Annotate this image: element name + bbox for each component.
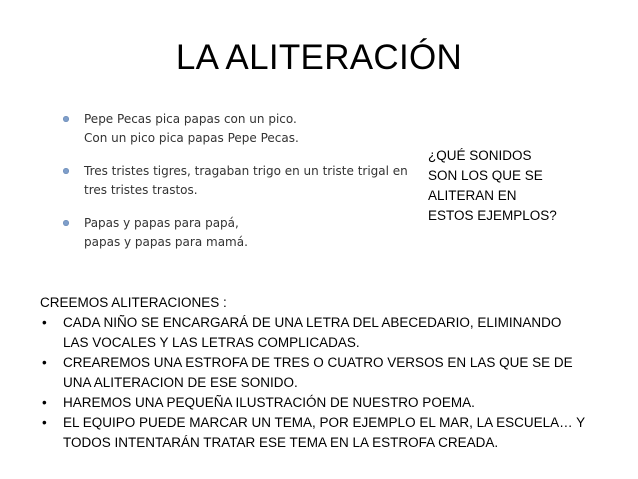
example-line: Con un pico pica papas Pepe Pecas. (84, 131, 299, 145)
examples-image (62, 110, 412, 266)
list-item (40, 393, 610, 413)
question-box (428, 146, 578, 226)
example-item (62, 110, 412, 148)
list-item-line: TODOS INTENTARÁN TRATAR ESE TEMA EN LA ESTROFA CREADA. (63, 435, 499, 450)
list-item-line: HAREMOS UNA PEQUEÑA ILUSTRACIÓN DE NUESTRO POEMA. (63, 395, 475, 410)
list-item-line: CADA NIÑO SE ENCARGARÁ DE UNA LETRA DEL ABECEDARIO, ELIMINANDO (63, 315, 562, 330)
bullet-icon: • (42, 395, 47, 410)
list-item-line: CREAREMOS UNA ESTROFA DE TRES O CUATRO VERSOS EN LAS QUE SE DE (63, 355, 573, 370)
example-line: papas y papas para mamá. (84, 235, 248, 249)
example-line: Tres tristes tigres, tragaban trigo en un triste trigal en (84, 164, 408, 178)
example-item (62, 214, 412, 252)
list-item (40, 353, 610, 393)
question-line: ESTOS EJEMPLOS? (428, 208, 557, 223)
question-line: ALITERAN EN (428, 188, 517, 203)
list-item (40, 413, 610, 453)
example-item (62, 162, 412, 200)
bullet-icon: • (42, 315, 47, 330)
bullet-dot-icon (63, 116, 69, 122)
example-line: Pepe Pecas pica papas con un pico. (84, 112, 297, 126)
question-line: ¿QUÉ SONIDOS (428, 148, 532, 163)
slide-title: LA ALITERACIÓN (175, 38, 463, 77)
list-item-line: EL EQUIPO PUEDE MARCAR UN TEMA, POR EJEMPLO EL MAR, LA ESCUELA… Y (63, 415, 586, 430)
example-line: tres tristes trastos. (84, 183, 198, 197)
bullet-icon: • (42, 355, 47, 370)
question-line: SON LOS QUE SE (428, 168, 543, 183)
example-line: Papas y papas para papá, (84, 216, 239, 230)
activity-heading: CREEMOS ALITERACIONES : (40, 295, 227, 310)
list-item (40, 313, 610, 353)
list-item-line: UNA ALITERACION DE ESE SONIDO. (63, 375, 298, 390)
list-item-line: LAS VOCALES Y LAS LETRAS COMPLICADAS. (63, 335, 360, 350)
bullet-dot-icon (63, 168, 69, 174)
bullet-dot-icon (63, 220, 69, 226)
bullet-icon: • (42, 415, 47, 430)
activity-list (40, 313, 610, 453)
activity-section (40, 293, 610, 453)
